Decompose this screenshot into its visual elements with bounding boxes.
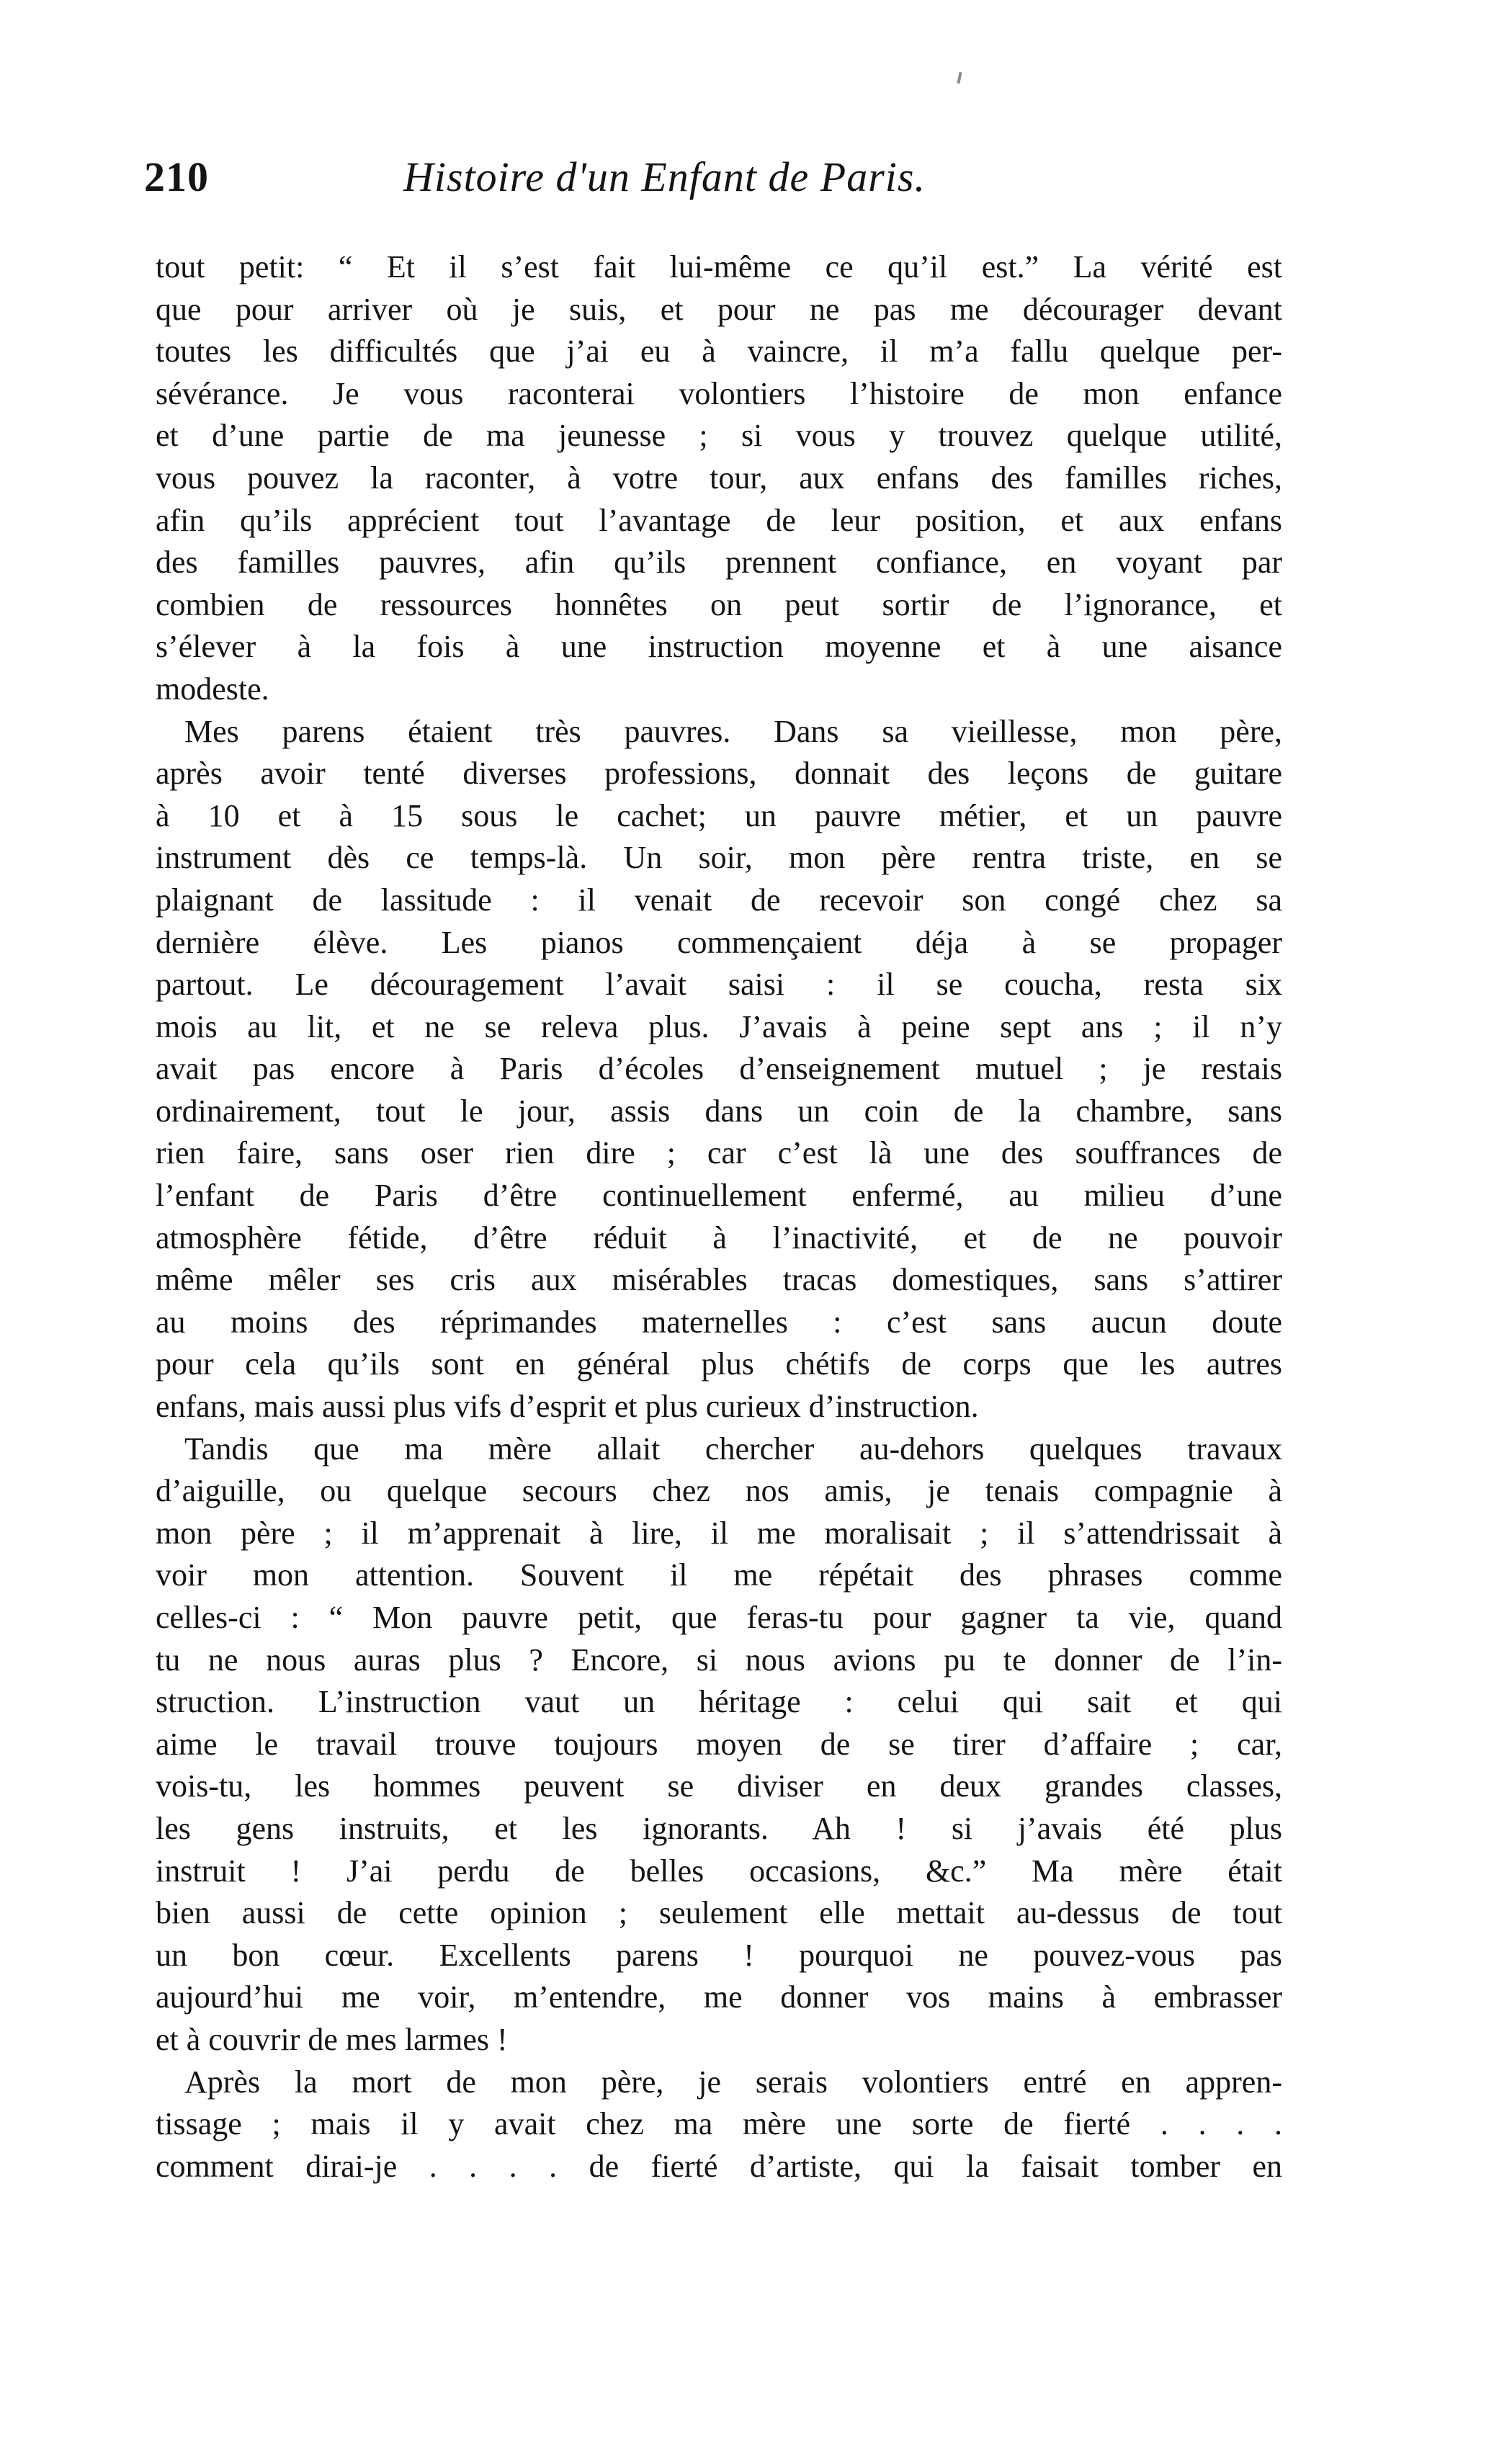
text-line: dernière élève. Les pianos commençaient déja à se propager xyxy=(156,924,1282,960)
text-line: celles-ci : “ Mon pauvre petit, que feras-tu pour gagner ta vie, quand xyxy=(156,1600,1282,1635)
text-line: rien faire, sans oser rien dire ; car c’est là une des souffrances de xyxy=(156,1135,1282,1171)
text-line: voir mon attention. Souvent il me répétait des phrases comme xyxy=(156,1557,1282,1593)
text-line: instruit ! J’ai perdu de belles occasions, &c.” Ma mère était xyxy=(156,1853,1282,1889)
text-line: au moins des réprimandes maternelles : c’est sans aucun doute xyxy=(156,1304,1282,1340)
text-line: ordinairement, tout le jour, assis dans un coin de la chambre, sans xyxy=(156,1093,1282,1129)
text-line: modeste. xyxy=(156,671,269,707)
text-line: mon père ; il m’apprenait à lire, il me moralisait ; il s’attendrissait à xyxy=(156,1515,1282,1551)
running-title: Histoire d'un Enfant de Paris. xyxy=(403,153,926,200)
text-line: Mes parens étaient très pauvres. Dans sa vieillesse, mon père, xyxy=(184,713,1282,749)
text-line: que pour arriver où je suis, et pour ne pas me décourager devant xyxy=(156,291,1282,327)
text-line: atmosphère fétide, d’être réduit à l’inactivité, et de ne pouvoir xyxy=(156,1219,1282,1255)
text-line: tout petit: “ Et il s’est fait lui-même ce qu’il est.” La vérité est xyxy=(156,249,1282,285)
scan-speck xyxy=(957,72,962,84)
text-line: avait pas encore à Paris d’écoles d’enseignement mutuel ; je restais xyxy=(156,1051,1282,1087)
text-line: Tandis que ma mère allait chercher au-dehors quelques travaux xyxy=(184,1431,1282,1467)
text-line: à 10 et à 15 sous le cachet; un pauvre métier, et un pauvre xyxy=(156,797,1282,833)
text-line: même mêler ses cris aux misérables tracas domestiques, sans s’attirer xyxy=(156,1262,1282,1298)
text-line: et à couvrir de mes larmes ! xyxy=(156,2021,508,2057)
text-line: combien de ressources honnêtes on peut sortir de l’ignorance, et xyxy=(156,586,1282,622)
text-line: comment dirai-je . . . . de fierté d’artiste, qui la faisait tomber en xyxy=(156,2148,1282,2184)
text-line: vois-tu, les hommes peuvent se diviser en deux grandes classes, xyxy=(156,1768,1282,1804)
text-line: un bon cœur. Excellents parens ! pourquoi ne pouvez-vous pas xyxy=(156,1937,1282,1973)
page-header xyxy=(144,153,1297,210)
text-line: bien aussi de cette opinion ; seulement elle mettait au-dessus de tout xyxy=(156,1895,1282,1931)
text-line: plaignant de lassitude : il venait de recevoir son congé chez sa xyxy=(156,882,1282,918)
text-line: pour cela qu’ils sont en général plus chétifs de corps que les autres xyxy=(156,1346,1282,1382)
text-line: instrument dès ce temps-là. Un soir, mon père rentra triste, en se xyxy=(156,840,1282,876)
text-line: toutes les difficultés que j’ai eu à vaincre, il m’a fallu quelque per- xyxy=(156,333,1282,370)
text-line: vous pouvez la raconter, à votre tour, aux enfans des familles riches, xyxy=(156,460,1282,496)
text-line: enfans, mais aussi plus vifs d’esprit et plus curieux d’instruction. xyxy=(156,1389,979,1425)
text-line: mois au lit, et ne se releva plus. J’avais à peine sept ans ; il n’y xyxy=(156,1008,1282,1044)
text-line: s’élever à la fois à une instruction moyenne et à une aisance xyxy=(156,629,1282,665)
text-line: tissage ; mais il y avait chez ma mère une sorte de fierté . . . . xyxy=(156,2106,1282,2142)
text-line: partout. Le découragement l’avait saisi : il se coucha, resta six xyxy=(156,967,1282,1003)
body-text xyxy=(156,246,1282,2188)
text-line: afin qu’ils apprécient tout l’avantage de leur position, et aux enfans xyxy=(156,502,1282,538)
text-line: aujourd’hui me voir, m’entendre, me donner vos mains à embrasser xyxy=(156,1979,1282,2015)
text-line: struction. L’instruction vaut un héritage : celui qui sait et qui xyxy=(156,1684,1282,1720)
text-line: tu ne nous auras plus ? Encore, si nous avions pu te donner de l’in- xyxy=(156,1642,1282,1678)
text-line: et d’une partie de ma jeunesse ; si vous y trouvez quelque utilité, xyxy=(156,418,1282,454)
text-line: d’aiguille, ou quelque secours chez nos amis, je tenais compagnie à xyxy=(156,1473,1282,1509)
text-line: des familles pauvres, afin qu’ils prennent confiance, en voyant par xyxy=(156,545,1282,581)
text-line: sévérance. Je vous raconterai volontiers l’histoire de mon enfance xyxy=(156,375,1282,411)
text-line: après avoir tenté diverses professions, donnait des leçons de guitare xyxy=(156,756,1282,792)
text-line: l’enfant de Paris d’être continuellement enfermé, au milieu d’une xyxy=(156,1178,1282,1214)
text-line: Après la mort de mon père, je serais volontiers entré en appren- xyxy=(184,2064,1282,2100)
text-line: aime le travail trouve toujours moyen de se tirer d’affaire ; car, xyxy=(156,1726,1282,1762)
page-number: 210 xyxy=(144,153,209,200)
text-line: les gens instruits, et les ignorants. Ah ! si j’avais été plus xyxy=(156,1810,1282,1846)
